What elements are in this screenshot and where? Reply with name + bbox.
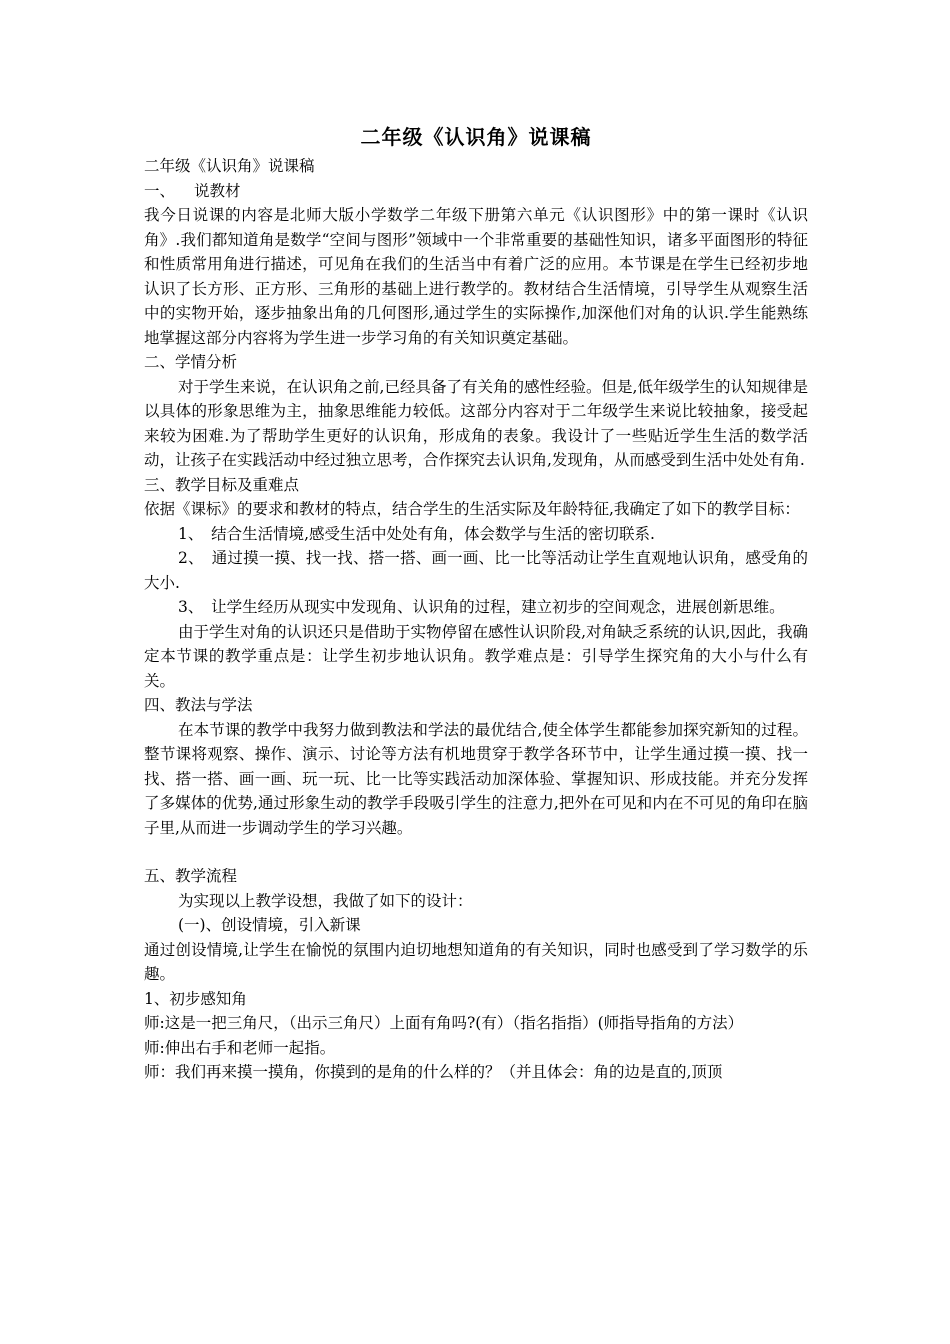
subheading: (一)、创设情境，引入新课 — [178, 916, 361, 934]
blank-line — [144, 840, 808, 864]
section-heading-1 — [144, 179, 808, 204]
document-title: 二年级《认识角》说课稿 — [360, 125, 592, 149]
paragraph: 由于学生对角的认识还只是借助于实物停留在感性认识阶段,对角缺乏系统的认识,因此，我确定本节课的教学重点是：让学生初步地认识角。教学难点是：引导学生探究角的大小与什么有关。 — [144, 622, 808, 690]
paragraph: 依据《课标》的要求和教材的特点，结合学生的生活实际及年龄特征,我确定了如下的教学目标： — [144, 500, 800, 518]
list-item: 1、 结合生活情境,感受生活中处处有角，体会数学与生活的密切联系. — [178, 524, 655, 543]
document-subtitle: 二年级《认识角》说课稿 — [144, 157, 315, 175]
paragraph: 对于学生来说，在认识角之前,已经具备了有关角的感性经验。但是,低年级学生的认知规律是以具体的形象思维为主，抽象思维能力较低。这部分内容对于二年级学生来说比较抽象，接受起来较为困难.为了帮助学生更好的认识角，形成角的表象。我设计了一些贴近学生生活的数学活动，让孩子在实践活动中经过独立思考，合作探究去认识角,发现角，从而感受到生活中处处有角. — [144, 377, 808, 469]
dialogue-line: 师:这是一把三角尺，（出示三角尺）上面有角吗?(有）（指名指指）(师指导指角的方法） — [144, 1014, 744, 1032]
step-heading: 1、初步感知角 — [144, 989, 247, 1008]
section-heading-5: 五、教学流程 — [144, 867, 238, 885]
section-title-1: 说教材 — [194, 181, 241, 200]
list-item: 2、 通过摸一摸、找一找、搭一搭、画一画、比一比等活动让学生直观地认识角，感受角的大小. — [144, 549, 808, 592]
section-heading-2: 二、学情分析 — [144, 353, 238, 371]
document-page — [144, 122, 808, 1085]
section-number-1: 一、 — [144, 181, 176, 200]
dialogue-line: 师：我们再来摸一摸角，你摸到的是角的什么样的？（并且体会：角的边是直的,顶顶 — [144, 1063, 723, 1081]
paragraph: 通过创设情境,让学生在愉悦的氛围内迫切地想知道角的有关知识，同时也感受到了学习数学的乐趣。 — [144, 940, 808, 983]
paragraph: 在本节课的教学中我努力做到教法和学法的最优结合,使全体学生都能参加探究新知的过程。整节课将观察、操作、演示、讨论等方法有机地贯穿于教学各环节中，让学生通过摸一摸、找一找、搭一搭、画一画、玩一玩、比一比等实践活动加深体验、掌握知识、形成技能。并充分发挥了多媒体的优势,通过形象生动的教学手段吸引学生的注意力,把外在可见和内在不可见的角印在脑子里,从而进一步调动学生的学习兴趣。 — [144, 720, 808, 837]
section-heading-3: 三、教学目标及重难点 — [144, 475, 300, 494]
list-item: 3、 让学生经历从现实中发现角、认识角的过程，建立初步的空间观念，进展创新思维。 — [178, 598, 785, 616]
section-heading-4: 四、教法与学法 — [144, 696, 253, 714]
dialogue-line: 师:伸出右手和老师一起指。 — [144, 1038, 336, 1057]
paragraph: 我今日说课的内容是北师大版小学数学二年级下册第六单元《认识图形》中的第一课时《认识角》.我们都知道角是数学“空间与图形”领域中一个非常重要的基础性知识，诸多平面图形的特征和性质常用角进行描述，可见角在我们的生活当中有着广泛的应用。本节课是在学生已经初步地认识了长方形、正方形、三角形的基础上进行教学的。教材结合生活情境，引导学生从观察生活中的实物开始，逐步抽象出角的几何图形,通过学生的实际操作,加深他们对角的认识.学生能熟练地掌握这部分内容将为学生进一步学习角的有关知识奠定基础。 — [144, 206, 808, 347]
paragraph: 为实现以上教学设想，我做了如下的设计： — [178, 891, 473, 910]
